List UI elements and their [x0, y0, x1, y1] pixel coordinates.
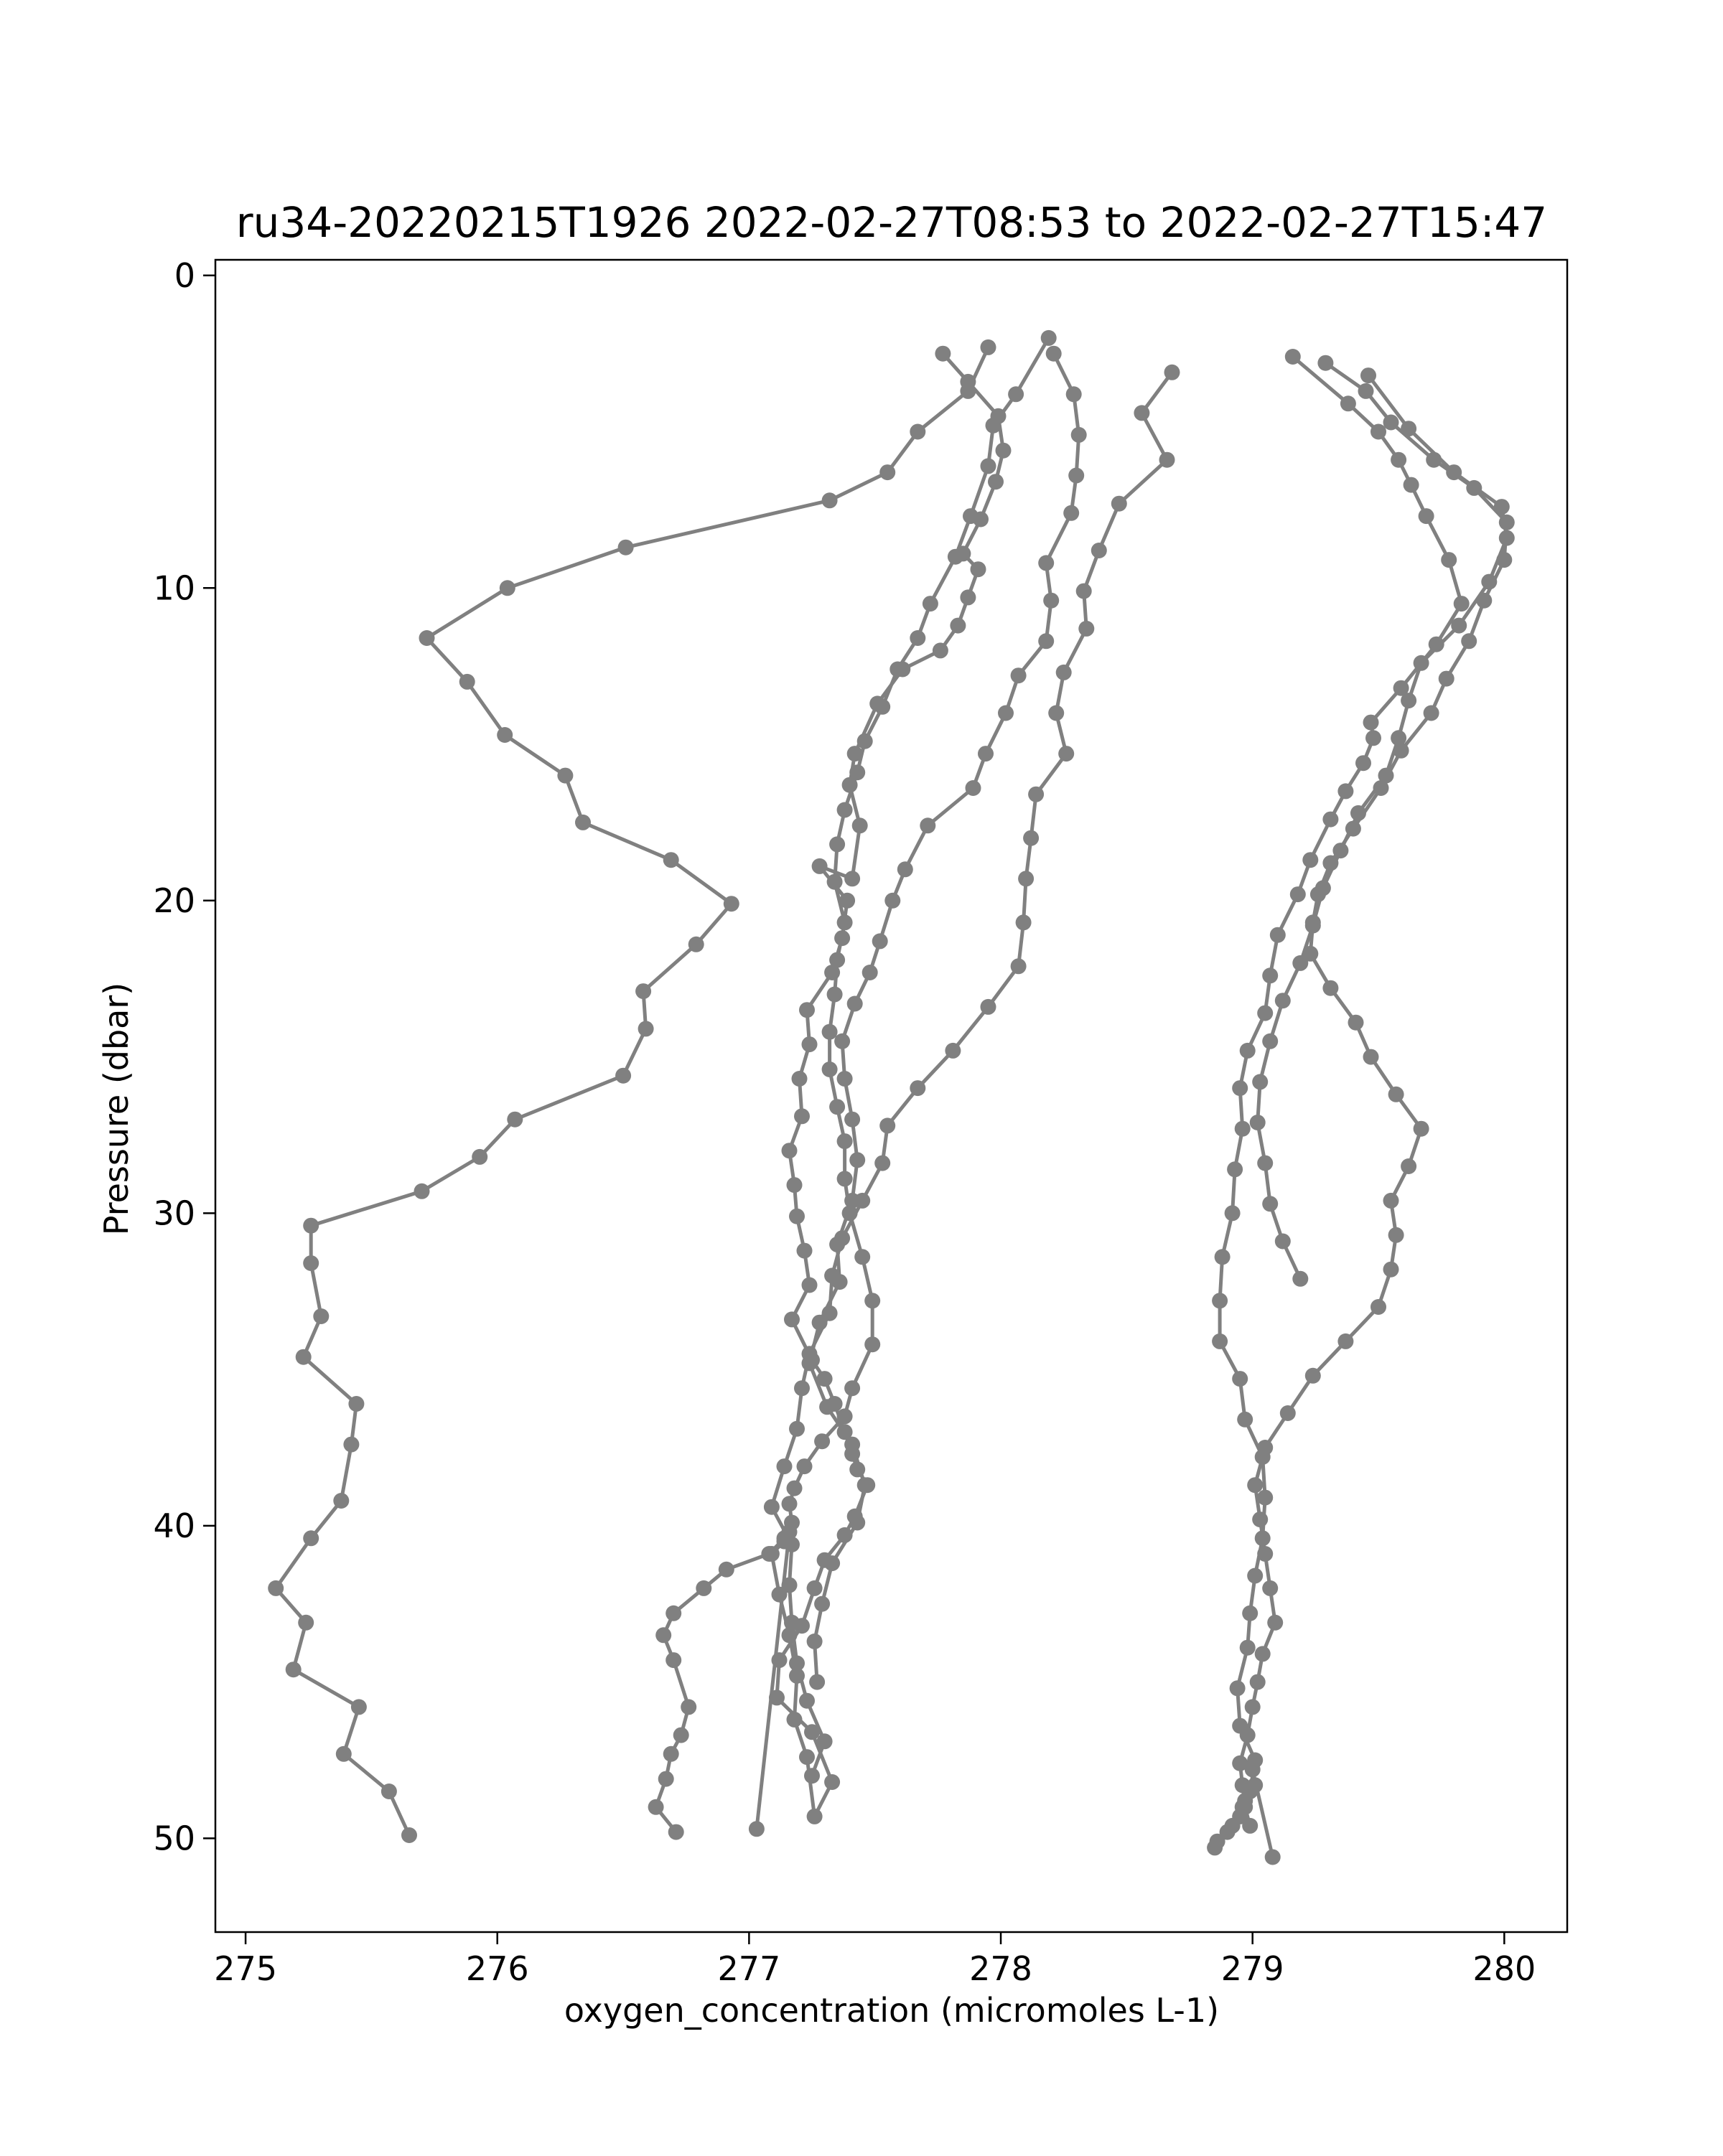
series-line [810, 354, 1079, 1682]
data-point [1038, 633, 1054, 649]
data-point [1230, 1680, 1246, 1696]
data-point [1305, 918, 1321, 934]
data-point [1237, 1799, 1253, 1815]
data-point [1262, 1034, 1278, 1049]
data-point [1240, 1043, 1256, 1059]
data-point [414, 1184, 430, 1199]
data-point [1011, 958, 1027, 974]
data-point [782, 1578, 798, 1593]
series-2 [749, 346, 1012, 1837]
series-7 [1232, 355, 1515, 1834]
data-point [1255, 1646, 1271, 1661]
data-point [658, 1771, 674, 1787]
data-point [784, 1615, 800, 1631]
series-8 [1250, 367, 1515, 1287]
data-point [497, 727, 513, 743]
data-point [822, 1061, 838, 1077]
data-point [268, 1580, 284, 1596]
data-point [655, 1627, 671, 1643]
data-point [822, 1306, 838, 1321]
data-point [897, 861, 913, 877]
data-point [794, 1380, 810, 1396]
data-point [663, 852, 679, 868]
data-point [981, 458, 996, 474]
data-point [668, 1824, 684, 1840]
data-point [1240, 1728, 1256, 1743]
data-point [844, 1380, 860, 1396]
data-point [1337, 1334, 1353, 1349]
x-tick-label: 276 [465, 1949, 529, 1988]
data-point [935, 346, 951, 362]
data-point [837, 914, 853, 930]
data-point [834, 1230, 850, 1246]
series-4 [802, 346, 1087, 1690]
data-point [777, 1458, 793, 1474]
x-tick-label: 280 [1472, 1949, 1536, 1988]
data-point [1451, 618, 1467, 634]
x-tick-label: 278 [969, 1949, 1032, 1988]
data-point [1401, 421, 1416, 436]
data-point [862, 965, 878, 980]
data-point [1292, 1271, 1308, 1287]
data-point [1257, 1490, 1273, 1506]
data-point [1066, 386, 1082, 402]
data-point [923, 596, 938, 611]
data-point [889, 662, 905, 678]
data-point [1252, 1074, 1268, 1089]
data-point [1454, 596, 1470, 611]
data-point [1164, 365, 1180, 380]
data-point [963, 508, 979, 524]
data-point [1439, 671, 1454, 687]
data-point [1071, 427, 1087, 443]
series-1 [268, 339, 996, 1843]
data-point [1322, 980, 1338, 996]
data-point [812, 858, 828, 874]
data-point [1159, 452, 1175, 468]
data-point [459, 674, 475, 690]
data-point [1134, 405, 1149, 421]
data-point [1265, 1850, 1281, 1865]
data-point [1275, 993, 1291, 1008]
data-point [802, 1036, 818, 1052]
data-point [1337, 783, 1353, 799]
data-point [789, 1421, 805, 1437]
data-point [814, 1433, 830, 1449]
data-point [809, 1674, 825, 1690]
data-point [618, 540, 634, 556]
data-point [1041, 330, 1057, 346]
data-point [1355, 755, 1371, 771]
data-point [807, 1580, 823, 1596]
data-point [1068, 468, 1084, 484]
data-point [719, 1562, 734, 1578]
data-point [1207, 1839, 1223, 1855]
data-point [822, 492, 838, 508]
data-point [638, 1021, 654, 1036]
data-point [802, 1278, 818, 1293]
chart-title: ru34-20220215T1926 2022-02-27T08:53 to 2022-02-27T15:47 [235, 198, 1548, 247]
data-point [761, 1546, 777, 1562]
data-point [1242, 1818, 1258, 1834]
data-point [1270, 927, 1286, 943]
data-point [1383, 415, 1399, 431]
series-line [757, 354, 1004, 1829]
data-point [666, 1652, 681, 1668]
data-point [1315, 880, 1331, 896]
data-point [948, 549, 963, 565]
data-point [1332, 843, 1348, 858]
data-point [1048, 706, 1064, 721]
data-point [933, 642, 948, 658]
data-point [782, 1496, 798, 1511]
data-point [879, 464, 895, 480]
data-point [666, 1606, 681, 1621]
data-point [681, 1699, 696, 1715]
data-point [1046, 346, 1062, 362]
data-point [879, 1117, 895, 1133]
data-point [981, 999, 996, 1015]
data-point [1063, 505, 1079, 521]
data-point [1078, 621, 1094, 637]
data-point [824, 1555, 840, 1571]
data-point [1267, 1615, 1283, 1631]
data-point [910, 424, 925, 440]
data-point [688, 937, 704, 952]
data-point [1292, 955, 1308, 971]
data-point [847, 996, 863, 1012]
data-point [1257, 1006, 1273, 1021]
data-point [1011, 667, 1027, 683]
data-point [787, 1177, 803, 1193]
data-point [1499, 530, 1515, 546]
y-tick-label: 40 [153, 1506, 195, 1545]
data-point [797, 1243, 813, 1259]
data-point [772, 1652, 788, 1668]
data-point [1227, 1161, 1243, 1177]
x-tick-label: 275 [214, 1949, 277, 1988]
data-point [1250, 1674, 1266, 1690]
data-point [844, 1112, 860, 1128]
data-point [1350, 805, 1366, 821]
data-point [557, 768, 573, 784]
data-point [1358, 383, 1374, 399]
data-point [1220, 1824, 1236, 1840]
data-point [1245, 1699, 1261, 1715]
data-point [837, 1133, 853, 1149]
data-point [824, 1774, 840, 1790]
data-point [1446, 464, 1462, 480]
data-point [696, 1580, 711, 1596]
data-point [1252, 1511, 1268, 1527]
data-point [849, 764, 865, 780]
data-point [303, 1255, 319, 1271]
data-point [844, 1437, 860, 1453]
data-point [333, 1493, 349, 1509]
x-axis-label: oxygen_concentration (micromoles L-1) [564, 1991, 1220, 2030]
data-point [829, 1099, 845, 1115]
data-point [1441, 552, 1457, 568]
data-point [1365, 730, 1381, 746]
data-point [799, 1693, 815, 1709]
data-point [1111, 496, 1127, 512]
data-point [1091, 543, 1107, 558]
data-point [1038, 555, 1054, 571]
data-point [1461, 633, 1477, 649]
data-point [945, 1043, 961, 1059]
data-point [1262, 1580, 1278, 1596]
data-point [817, 1733, 833, 1749]
data-point [1305, 1368, 1321, 1384]
data-point [663, 1746, 679, 1762]
data-point [799, 1002, 815, 1018]
data-point [837, 1171, 853, 1186]
series-6 [1207, 349, 1470, 1865]
data-point [1257, 1156, 1273, 1171]
data-point [1388, 1227, 1404, 1243]
data-point [981, 339, 996, 355]
data-point [1235, 1777, 1251, 1793]
data-point [802, 1346, 818, 1361]
data-point [673, 1728, 689, 1743]
data-point [500, 580, 515, 596]
data-point [575, 815, 591, 830]
data-point [950, 618, 966, 634]
data-point [1212, 1334, 1228, 1349]
data-point [401, 1827, 417, 1843]
axes-layer [153, 256, 1567, 1988]
data-point [1391, 730, 1406, 746]
data-point [635, 983, 651, 999]
data-point [966, 780, 981, 796]
data-point [303, 1530, 319, 1546]
data-point [1348, 1015, 1364, 1031]
data-point [1247, 1568, 1263, 1584]
data-point [1257, 1440, 1273, 1456]
data-point [1237, 1412, 1253, 1428]
data-point [764, 1499, 780, 1515]
data-point [784, 1515, 800, 1531]
data-point [1018, 871, 1034, 886]
data-point [844, 871, 860, 886]
data-point [857, 1477, 873, 1493]
data-point [1285, 349, 1301, 365]
data-point [1242, 1606, 1258, 1621]
data-point [1250, 1115, 1266, 1130]
data-point [1383, 1193, 1399, 1209]
data-point [792, 1071, 808, 1087]
data-point [1232, 1080, 1248, 1096]
data-point [381, 1784, 397, 1799]
data-point [1212, 1293, 1228, 1308]
data-point [336, 1746, 352, 1762]
data-point [769, 1689, 785, 1705]
data-point [472, 1149, 487, 1165]
data-point [1008, 386, 1024, 402]
y-tick-label: 50 [153, 1819, 195, 1858]
y-tick-label: 10 [153, 568, 195, 608]
data-point [971, 561, 986, 577]
series-line [276, 347, 988, 1835]
series-layer [268, 330, 1515, 1865]
y-tick-label: 30 [153, 1194, 195, 1233]
data-point [787, 1712, 803, 1728]
data-point [849, 1152, 865, 1168]
data-point [804, 1768, 820, 1784]
data-point [854, 1249, 870, 1265]
data-point [1494, 499, 1510, 515]
data-point [507, 1112, 523, 1128]
data-point [996, 443, 1012, 459]
series-line [1215, 357, 1462, 1857]
data-point [286, 1661, 302, 1677]
data-point [648, 1799, 664, 1815]
data-point [1371, 424, 1386, 440]
data-point [1056, 665, 1072, 680]
data-point [351, 1699, 367, 1715]
data-point [1058, 746, 1074, 761]
data-point [864, 1336, 880, 1352]
data-point [1043, 593, 1059, 609]
data-point [837, 802, 853, 818]
data-point [298, 1615, 314, 1631]
data-point [807, 1634, 823, 1649]
data-point [1401, 693, 1416, 708]
data-point [1414, 1121, 1429, 1137]
data-point [794, 1108, 810, 1124]
data-point [849, 1515, 865, 1531]
data-point [1363, 1049, 1379, 1065]
data-point [1481, 574, 1497, 590]
data-point [787, 1481, 803, 1496]
data-point [1076, 583, 1092, 599]
data-point [1016, 914, 1032, 930]
data-point [998, 706, 1014, 721]
data-point [829, 836, 845, 852]
data-point [1232, 1756, 1248, 1771]
data-point [960, 374, 976, 390]
data-point [1424, 706, 1439, 721]
data-point [799, 1749, 815, 1765]
x-tick-label: 277 [717, 1949, 781, 1988]
data-point [864, 1293, 880, 1308]
data-point [797, 1458, 813, 1474]
data-point [807, 1809, 823, 1824]
data-point [988, 474, 1004, 489]
data-point [784, 1311, 800, 1327]
data-point [296, 1349, 312, 1365]
y-tick-label: 20 [153, 881, 195, 920]
data-point [814, 1596, 830, 1612]
data-point [1363, 715, 1379, 731]
data-point [1235, 1121, 1251, 1137]
data-point [874, 699, 890, 715]
data-point [872, 933, 888, 949]
data-point [1378, 768, 1394, 784]
data-point [852, 817, 868, 833]
data-point [920, 817, 935, 833]
data-point [615, 1068, 631, 1084]
data-point [1360, 367, 1376, 383]
data-point [1225, 1205, 1241, 1221]
data-point [1028, 787, 1044, 802]
data-point [1419, 508, 1434, 524]
data-point [1391, 452, 1406, 468]
data-point [834, 1034, 850, 1049]
data-point [960, 589, 976, 605]
data-point [749, 1821, 765, 1837]
data-point [1023, 830, 1039, 846]
y-tick-label: 0 [174, 256, 195, 295]
data-point [1280, 1405, 1296, 1421]
data-point [1317, 355, 1333, 371]
data-point [854, 1193, 870, 1209]
data-point [1262, 1196, 1278, 1211]
data-point [419, 630, 435, 646]
data-point [986, 418, 1001, 433]
y-axis-label: Pressure (dbar) [97, 982, 136, 1236]
data-point [884, 893, 900, 909]
data-point [1262, 967, 1278, 983]
data-point [789, 1209, 805, 1224]
data-point [822, 1024, 838, 1040]
series-line [1240, 363, 1507, 1826]
x-tick-label: 279 [1220, 1949, 1284, 1988]
data-point [1215, 1249, 1231, 1265]
data-point [910, 1080, 925, 1096]
data-point [827, 874, 843, 890]
data-point [857, 733, 873, 749]
data-point [784, 1537, 800, 1552]
data-point [1404, 477, 1419, 493]
data-point [303, 1218, 319, 1234]
data-point [910, 630, 925, 646]
data-point [1322, 812, 1338, 828]
data-point [1257, 1546, 1273, 1562]
data-point [978, 746, 994, 761]
data-point [1414, 655, 1429, 671]
data-point [1383, 1262, 1399, 1278]
data-point [827, 987, 843, 1003]
series-3 [648, 330, 1057, 1840]
data-point [819, 1399, 835, 1415]
data-point [1302, 852, 1318, 868]
data-point [1388, 1087, 1404, 1102]
data-point [343, 1437, 359, 1453]
data-point [313, 1308, 329, 1324]
data-point [1275, 1234, 1291, 1250]
series-line [1258, 375, 1507, 1279]
data-point [724, 896, 739, 911]
data-point [1290, 886, 1306, 902]
data-point [829, 952, 845, 968]
data-point [1340, 395, 1356, 411]
data-point [348, 1396, 364, 1412]
data-point [1247, 1477, 1263, 1493]
data-point [874, 1156, 890, 1171]
data-point [1232, 1371, 1248, 1387]
data-point [824, 1267, 840, 1283]
data-point [782, 1143, 798, 1158]
data-point [1371, 1299, 1386, 1315]
data-point [837, 1071, 853, 1087]
data-point [1240, 1640, 1256, 1656]
plot-frame [215, 260, 1567, 1932]
data-point [1401, 1158, 1416, 1174]
data-point [789, 1656, 805, 1672]
series-line [656, 338, 1049, 1832]
